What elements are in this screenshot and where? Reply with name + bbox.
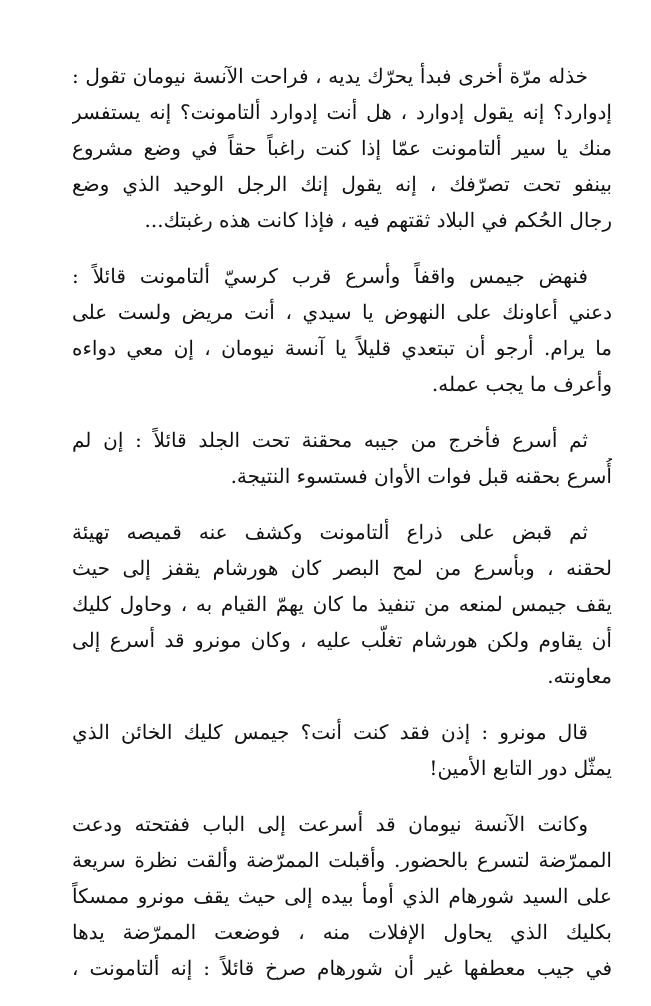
text-line: قال مونرو : إذن فقد كنت أنت؟ جيمس كليك الخائن الذي bbox=[72, 720, 588, 744]
text-line: معاونته. bbox=[547, 664, 612, 688]
paragraph-6 bbox=[72, 806, 612, 986]
paragraph-4 bbox=[72, 514, 612, 694]
text-line: في جيب معطفها غير أن شورهام صرخ قائلاً : إنه ألتامونت ، bbox=[72, 956, 612, 980]
text-line: منك يا سير ألتامونت عمّا إذا كنت راغباً حقاً في وضع مشروع bbox=[72, 136, 612, 160]
text-line: على السيد شورهام الذي أومأ بيده إلى حيث يقف مونرو ممسكاً bbox=[72, 884, 612, 908]
text-line: لحقنه ، وبأسرع من لمح البصر كان هورشام يقفز إلى حيث bbox=[72, 556, 612, 580]
text-line: بكليك الذي يحاول الإفلات منه ، فوضعت الممرّضة يدها bbox=[72, 920, 612, 944]
text-line: رجال الحُكم في البلاد ثقتهم فيه ، فإذا كانت هذه رغبتك... bbox=[144, 208, 612, 232]
text-line: وكانت الآنسة نيومان قد أسرعت إلى الباب ففتحته ودعت bbox=[72, 812, 588, 836]
text-line: يقف جيمس لمنعه من تنفيذ ما كان يهمّ القيام به ، وحاول كليك bbox=[72, 592, 612, 616]
paragraph-1 bbox=[72, 58, 612, 238]
text-line: دعني أعاونك على النهوض يا سيدي ، أنت مريض ولست على bbox=[72, 300, 612, 324]
text-line: فنهض جيمس واقفاً وأسرع قرب كرسيّ ألتامونت قائلاً : bbox=[72, 264, 588, 288]
paragraph-5 bbox=[72, 714, 612, 786]
text-line: ما يرام. أرجو أن تبتعدي قليلاً يا آنسة نيومان ، إن معي دواءه bbox=[72, 336, 612, 360]
text-line: ثم أسرع فأخرج من جيبه محقنة تحت الجلد قائلاً : إن لم bbox=[72, 428, 588, 452]
text-line: أن يقاوم ولكن هورشام تغلّب عليه ، وكان مونرو قد أسرع إلى bbox=[72, 628, 612, 652]
text-line: خذله مرّة أخرى فبدأ يحرّك يديه ، فراحت الآنسة نيومان تقول : bbox=[72, 64, 588, 88]
text-line: وأعرف ما يجب عمله. bbox=[431, 372, 612, 396]
text-line: يمثّل دور التابع الأمين! bbox=[429, 756, 612, 780]
text-line: إدوارد؟ إنه يقول إدوارد ، هل أنت إدوارد ألتامونت؟ إنه يستفسر bbox=[72, 100, 612, 124]
document-page bbox=[72, 58, 612, 1006]
paragraph-2 bbox=[72, 258, 612, 402]
paragraph-3 bbox=[72, 422, 612, 494]
text-line: بينفو تحت تصرّفك ، إنه يقول إنك الرجل الوحيد الذي وضع bbox=[72, 172, 612, 196]
text-line: ثم قبض على ذراع ألتامونت وكشف عنه قميصه تهيئة bbox=[72, 520, 588, 544]
text-line: الممرّضة لتسرع بالحضور. وأقبلت الممرّضة وألقت نظرة سريعة bbox=[72, 848, 612, 872]
text-line: أُسرع بحقنه قبل فوات الأوان فستسوء النتيجة. bbox=[230, 464, 612, 488]
